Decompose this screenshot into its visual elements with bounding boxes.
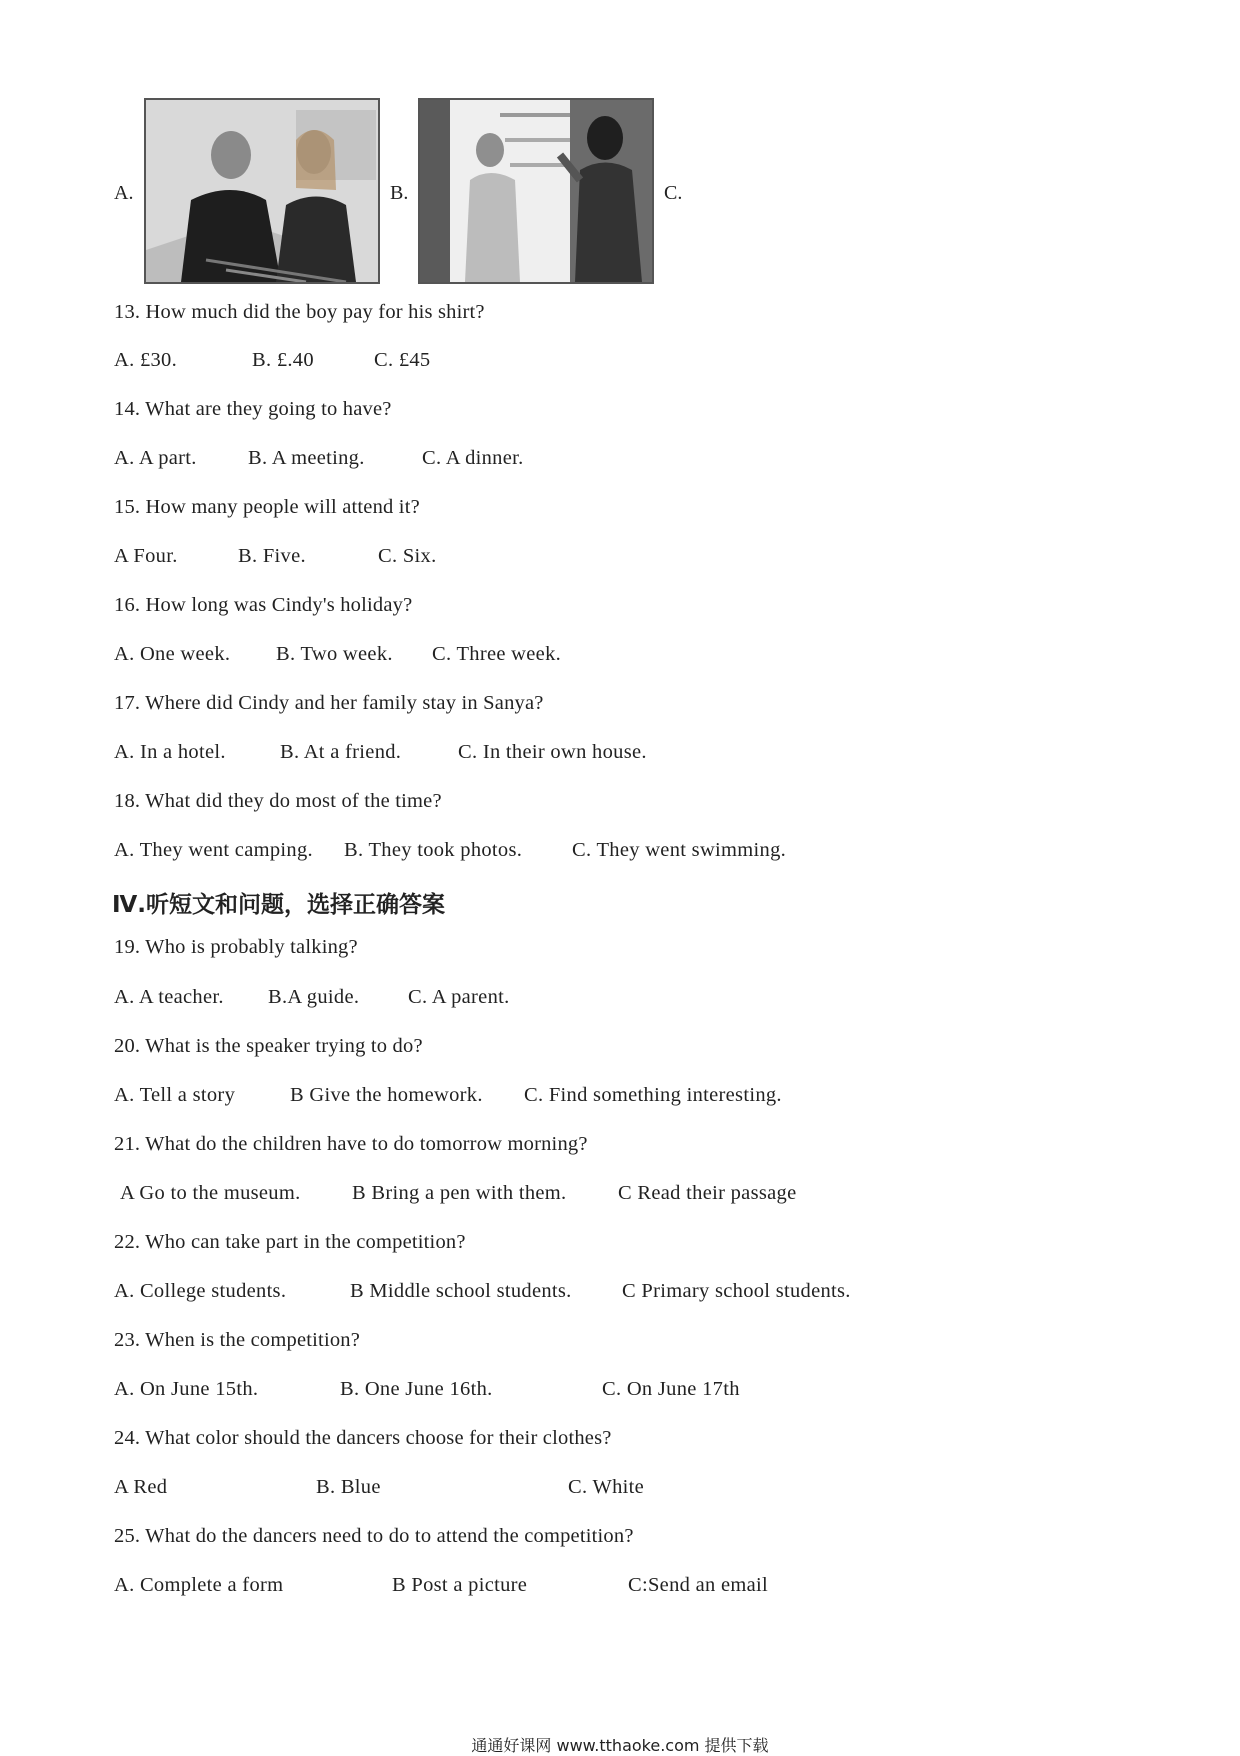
q15-option-b: B. Five. [238,545,306,567]
q24-option-a: A Red [114,1476,168,1498]
question-19: 19. Who is probably talking? [114,936,358,958]
q14-option-c: C. A dinner. [422,447,524,469]
q16-option-b: B. Two week. [276,643,393,665]
q20-option-b: B Give the homework. [290,1084,483,1106]
question-15: 15. How many people will attend it? [114,496,420,518]
q19-option-c: C. A parent. [408,986,510,1008]
q25-option-a: A. Complete a form [114,1574,284,1596]
q20-option-a: A. Tell a story [114,1084,236,1106]
q21-option-b: B Bring a pen with them. [352,1182,567,1204]
q17-option-b: B. At a friend. [280,741,402,763]
question-24: 24. What color should the dancers choose for their clothes? [114,1427,612,1449]
image-option-b-label: B. [390,182,409,204]
q16-option-c: C. Three week. [432,643,562,665]
q22-option-b: B Middle school students. [350,1280,572,1302]
question-18: 18. What did they do most of the time? [114,790,442,812]
question-16: 16. How long was Cindy's holiday? [114,594,413,616]
q19-option-b: B.A guide. [268,986,360,1008]
question-14: 14. What are they going to have? [114,398,392,420]
q17-option-c: C. In their own house. [458,741,647,763]
question-21: 21. What do the children have to do tomorrow morning? [114,1133,588,1155]
photo-teacher-at-board [418,98,654,284]
question-17: 17. Where did Cindy and her family stay in Sanya? [114,692,544,714]
q22-option-a: A. College students. [114,1280,287,1302]
q15-option-c: C. Six. [378,545,437,567]
q18-option-b: B. They took photos. [344,839,523,861]
q23-option-b: B. One June 16th. [340,1378,493,1400]
section-iv-title: Ⅳ.听短文和问题，选择正确答案 [112,892,446,918]
q18-option-c: C. They went swimming. [572,839,787,861]
q25-option-c: C:Send an email [628,1574,769,1596]
q17-option-a: A. In a hotel. [114,741,226,763]
photo-two-people-talking [144,98,380,284]
q23-option-a: A. On June 15th. [114,1378,259,1400]
q22-option-c: C Primary school students. [622,1280,851,1302]
q23-option-c: C. On June 17th [602,1378,740,1400]
q20-option-c: C. Find something interesting. [524,1084,782,1106]
q15-option-a: A Four. [114,545,178,567]
question-20: 20. What is the speaker trying to do? [114,1035,423,1057]
q13-option-a: A. £30. [114,349,178,371]
question-25: 25. What do the dancers need to do to attend the competition? [114,1525,634,1547]
q13-option-c: C. £45 [374,349,431,371]
image-option-c-label: C. [664,182,683,204]
q14-option-b: B. A meeting. [248,447,365,469]
image-options-row [0,96,1240,290]
q14-option-a: A. A part. [114,447,197,469]
q21-option-a: A Go to the museum. [120,1182,301,1204]
q19-option-a: A. A teacher. [114,986,224,1008]
question-22: 22. Who can take part in the competition? [114,1231,466,1253]
question-23: 23. When is the competition? [114,1329,361,1351]
q21-option-c: C Read their passage [618,1182,797,1204]
image-option-a-label: A. [114,182,134,204]
q24-option-b: B. Blue [316,1476,381,1498]
question-13: 13. How much did the boy pay for his shirt? [114,301,485,323]
q16-option-a: A. One week. [114,643,231,665]
page-footer: 通通好课网 www.tthaoke.com 提供下载 [471,1736,769,1755]
q18-option-a: A. They went camping. [114,839,313,861]
q24-option-c: C. White [568,1476,645,1498]
q25-option-b: B Post a picture [392,1574,528,1596]
q13-option-b: B. £.40 [252,349,314,371]
